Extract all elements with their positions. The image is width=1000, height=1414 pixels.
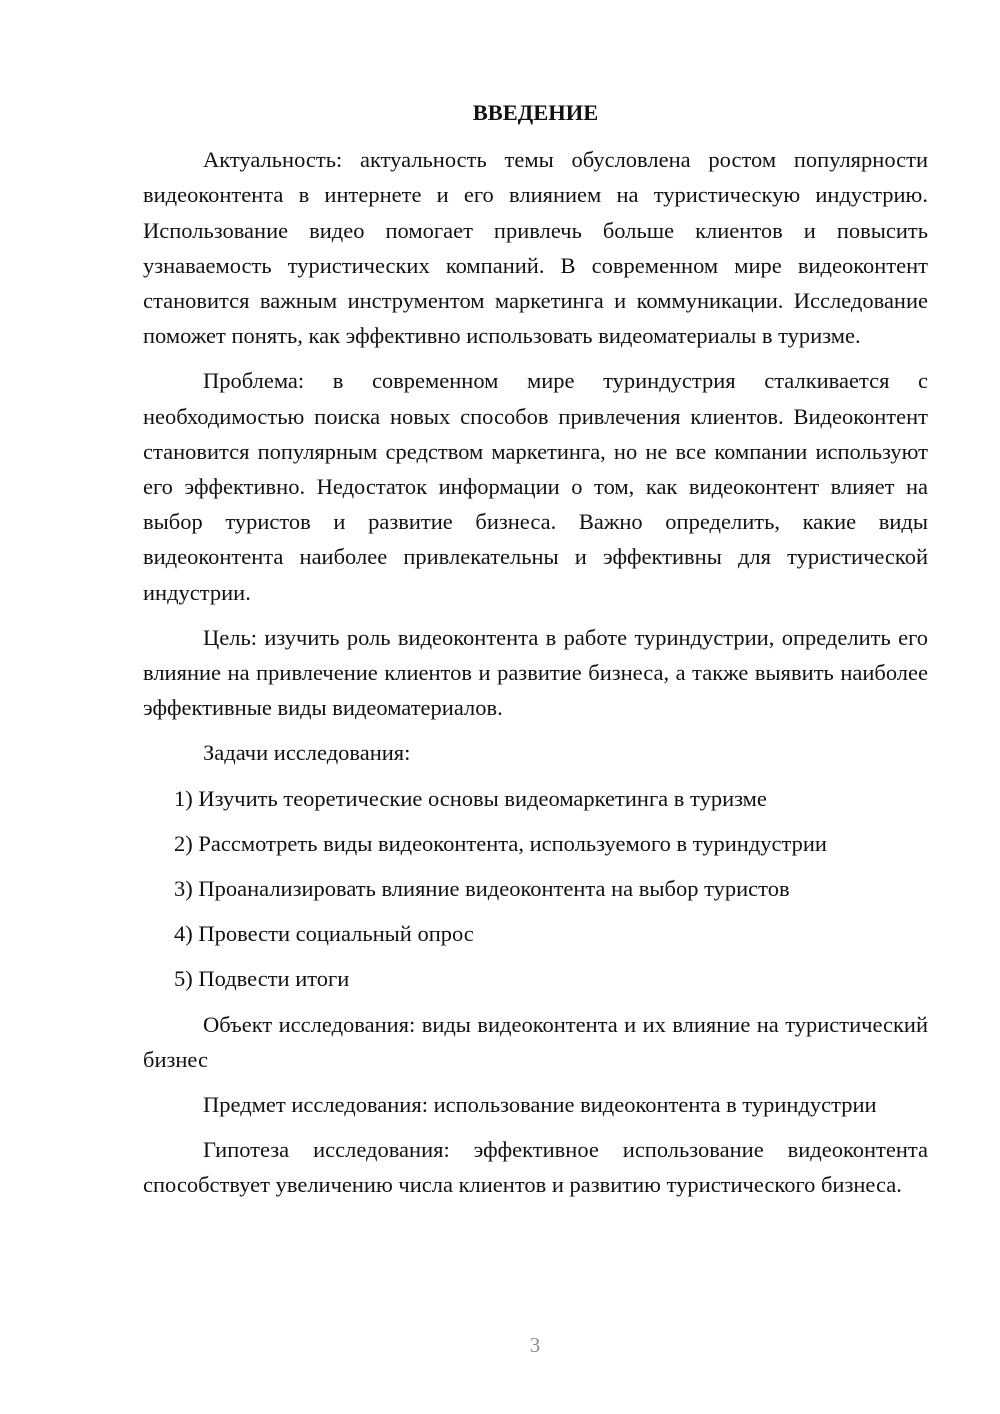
list-item: 3) Проанализировать влияние видеоконтента на выбор туристов <box>174 876 790 902</box>
goal-paragraph: Цель: изучить роль видеоконтента в работе туриндустрии, определить его влияние на привлечение клиентов и развитие бизнеса, а также выявить наиболее эффективные виды видеоматериалов. <box>143 624 928 721</box>
document-page <box>143 95 928 1213</box>
subject-paragraph: Предмет исследования: использование видеоконтента в туриндустрии <box>203 1092 877 1118</box>
list-item: 5) Подвести итоги <box>174 966 350 992</box>
list-item: 2) Рассмотреть виды видеоконтента, используемого в туриндустрии <box>174 830 827 856</box>
tasks-heading: Задачи исследования: <box>203 740 411 766</box>
problem-paragraph: Проблема: в современном мире туриндустрия сталкивается с необходимостью поиска новых способов привлечения клиентов. Видеоконтент становится популярным средством маркетинга, но не все компании используют его эффективно. Недостаток информации о том, как видеоконтент влияет на выбор туристов и развитие бизнеса. Важно определить, какие виды видеоконтента наиболее привлекательны и эффективны для туристической индустрии. <box>143 368 928 605</box>
hypothesis-paragraph: Гипотеза исследования: эффективное использование видеоконтента способствует увеличению числа клиентов и развитию туристического бизнеса. <box>143 1137 928 1198</box>
relevance-paragraph: Актуальность: актуальность темы обусловлена ростом популярности видеоконтента в интернете и его влиянием на туристическую индустрию. Использование видео помогает привлечь больше клиентов и повысить узнаваемость туристических компаний. В современном мире видеоконтент становится важным инструментом маркетинга и коммуникации. Исследование поможет понять, как эффективно использовать видеоматериалы в туризме. <box>143 147 928 349</box>
list-item: 4) Провести социальный опрос <box>174 921 474 947</box>
page-title: ВВЕДЕНИЕ <box>472 100 599 125</box>
object-paragraph: Объект исследования: виды видеоконтента и их влияние на туристический бизнес <box>143 1011 928 1072</box>
tasks-list <box>143 781 928 997</box>
list-item: 1) Изучить теоретические основы видеомаркетинга в туризме <box>174 785 767 811</box>
page-number: 3 <box>529 1333 541 1357</box>
